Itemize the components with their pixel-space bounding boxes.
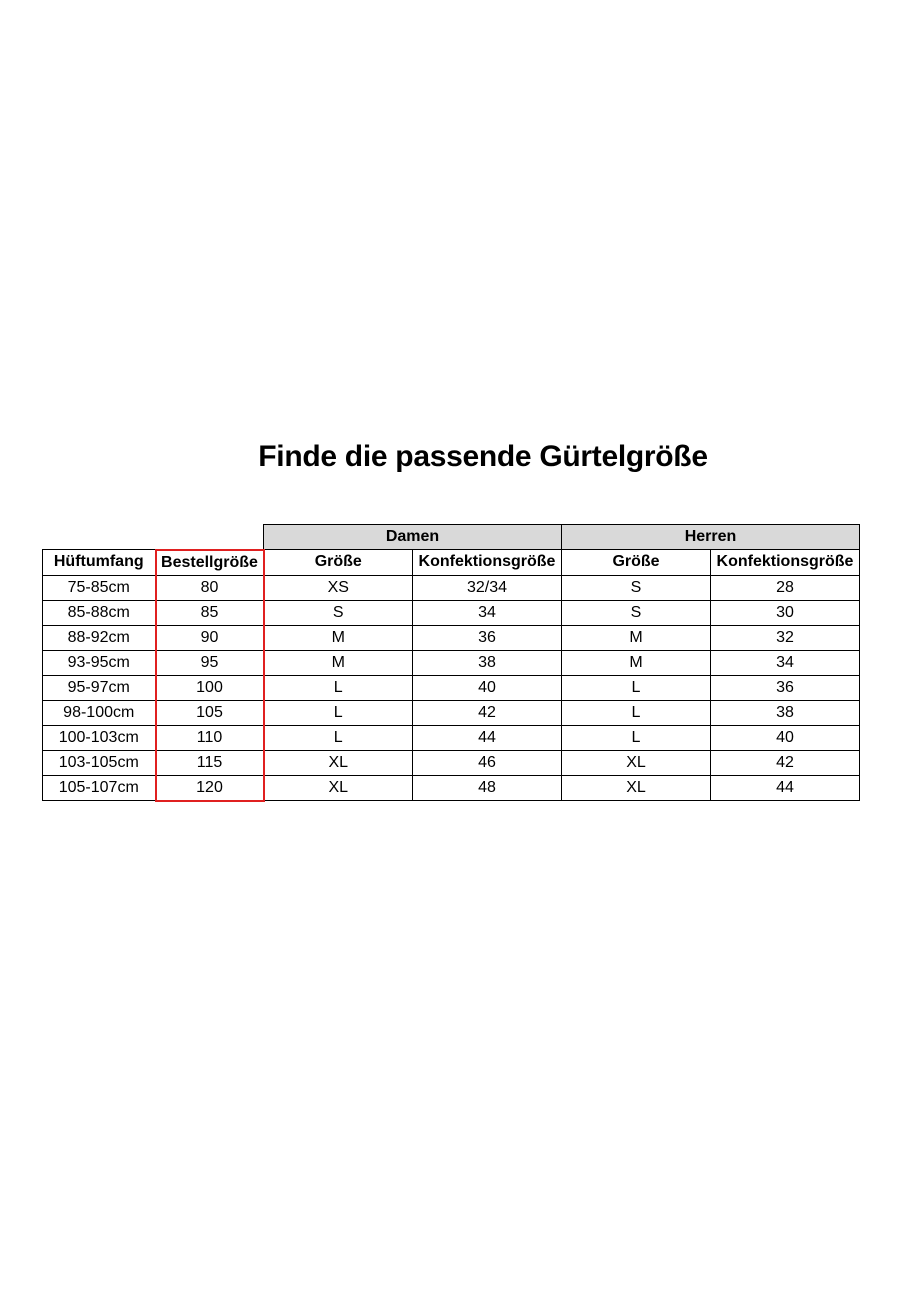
cell-damen-konfektion: 38 bbox=[413, 650, 562, 675]
cell-damen-groesse: M bbox=[264, 650, 413, 675]
cell-herren-konfektion: 36 bbox=[711, 675, 860, 700]
cell-herren-groesse: L bbox=[562, 725, 711, 750]
cell-bestellgroesse: 120 bbox=[156, 775, 264, 801]
cell-herren-konfektion: 28 bbox=[711, 575, 860, 600]
group-header-row bbox=[43, 525, 860, 550]
cell-bestellgroesse: 80 bbox=[156, 575, 264, 600]
cell-damen-groesse: L bbox=[264, 675, 413, 700]
cell-bestellgroesse: 90 bbox=[156, 625, 264, 650]
cell-damen-konfektion: 46 bbox=[413, 750, 562, 775]
cell-herren-groesse: XL bbox=[562, 750, 711, 775]
table-row bbox=[43, 700, 860, 725]
group-header-herren: Herren bbox=[562, 525, 860, 550]
header-herren-konfektion: Konfektionsgröße bbox=[711, 550, 860, 576]
cell-bestellgroesse: 105 bbox=[156, 700, 264, 725]
cell-herren-konfektion: 40 bbox=[711, 725, 860, 750]
cell-hueftumfang: 85-88cm bbox=[43, 600, 156, 625]
cell-damen-konfektion: 48 bbox=[413, 775, 562, 801]
cell-bestellgroesse: 115 bbox=[156, 750, 264, 775]
cell-hueftumfang: 93-95cm bbox=[43, 650, 156, 675]
table-row bbox=[43, 650, 860, 675]
header-damen-konfektion: Konfektionsgröße bbox=[413, 550, 562, 576]
table-row bbox=[43, 750, 860, 775]
cell-damen-groesse: XS bbox=[264, 575, 413, 600]
cell-damen-groesse: M bbox=[264, 625, 413, 650]
cell-damen-konfektion: 44 bbox=[413, 725, 562, 750]
cell-damen-konfektion: 34 bbox=[413, 600, 562, 625]
header-herren-groesse: Größe bbox=[562, 550, 711, 576]
table-row bbox=[43, 575, 860, 600]
cell-damen-konfektion: 36 bbox=[413, 625, 562, 650]
cell-damen-konfektion: 40 bbox=[413, 675, 562, 700]
cell-bestellgroesse: 110 bbox=[156, 725, 264, 750]
empty-header-cell bbox=[156, 525, 264, 550]
cell-herren-konfektion: 44 bbox=[711, 775, 860, 801]
cell-herren-groesse: S bbox=[562, 600, 711, 625]
page-title: Finde die passende Gürtelgröße bbox=[258, 440, 708, 473]
cell-damen-groesse: XL bbox=[264, 750, 413, 775]
header-damen-groesse: Größe bbox=[264, 550, 413, 576]
table-row bbox=[43, 725, 860, 750]
cell-herren-groesse: XL bbox=[562, 775, 711, 801]
cell-hueftumfang: 98-100cm bbox=[43, 700, 156, 725]
header-bestellgroesse: Bestellgröße bbox=[156, 550, 264, 576]
group-header-damen: Damen bbox=[264, 525, 562, 550]
cell-herren-groesse: L bbox=[562, 675, 711, 700]
table-row bbox=[43, 775, 860, 801]
cell-herren-konfektion: 30 bbox=[711, 600, 860, 625]
cell-hueftumfang: 95-97cm bbox=[43, 675, 156, 700]
table-row bbox=[43, 675, 860, 700]
column-header-row bbox=[43, 550, 860, 576]
cell-herren-konfektion: 38 bbox=[711, 700, 860, 725]
cell-damen-groesse: L bbox=[264, 725, 413, 750]
cell-herren-groesse: S bbox=[562, 575, 711, 600]
cell-bestellgroesse: 95 bbox=[156, 650, 264, 675]
empty-header-cell bbox=[43, 525, 156, 550]
cell-herren-groesse: M bbox=[562, 625, 711, 650]
table-row bbox=[43, 600, 860, 625]
cell-herren-konfektion: 32 bbox=[711, 625, 860, 650]
table-row bbox=[43, 625, 860, 650]
cell-bestellgroesse: 85 bbox=[156, 600, 264, 625]
belt-size-table bbox=[42, 524, 860, 802]
cell-herren-groesse: L bbox=[562, 700, 711, 725]
cell-hueftumfang: 103-105cm bbox=[43, 750, 156, 775]
cell-damen-konfektion: 32/34 bbox=[413, 575, 562, 600]
cell-herren-konfektion: 34 bbox=[711, 650, 860, 675]
cell-herren-konfektion: 42 bbox=[711, 750, 860, 775]
cell-damen-groesse: XL bbox=[264, 775, 413, 801]
cell-damen-groesse: S bbox=[264, 600, 413, 625]
cell-hueftumfang: 105-107cm bbox=[43, 775, 156, 801]
cell-hueftumfang: 100-103cm bbox=[43, 725, 156, 750]
cell-herren-groesse: M bbox=[562, 650, 711, 675]
cell-bestellgroesse: 100 bbox=[156, 675, 264, 700]
cell-hueftumfang: 75-85cm bbox=[43, 575, 156, 600]
header-hueftumfang: Hüftumfang bbox=[43, 550, 156, 576]
cell-damen-groesse: L bbox=[264, 700, 413, 725]
cell-hueftumfang: 88-92cm bbox=[43, 625, 156, 650]
cell-damen-konfektion: 42 bbox=[413, 700, 562, 725]
